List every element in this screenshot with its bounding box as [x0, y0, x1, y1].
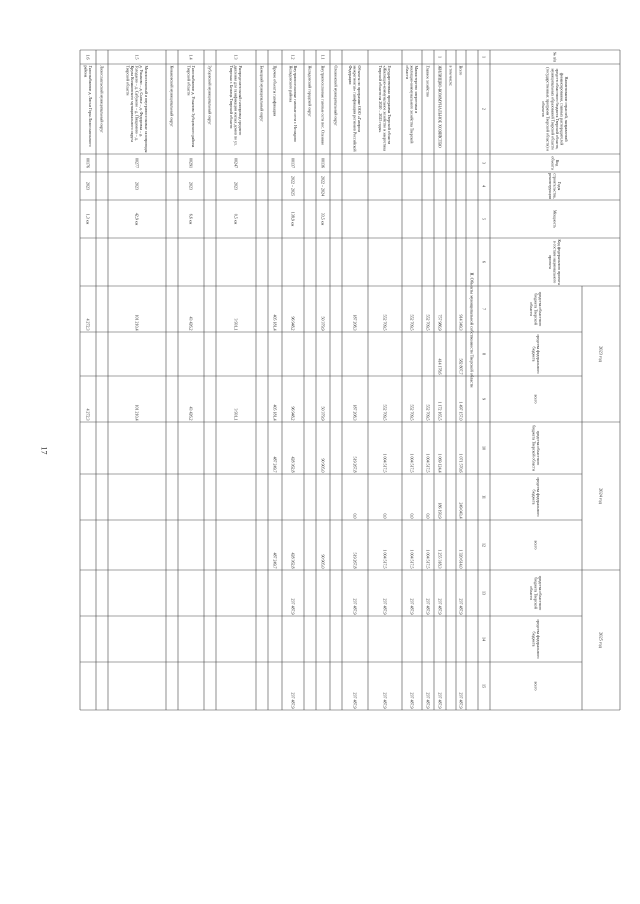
- row-name: Главное хозяйство: [425, 65, 431, 97]
- row-value: 101 210,4: [134, 404, 140, 421]
- row-value: 1 004 517,5: [425, 549, 431, 569]
- column-number: 9: [481, 398, 487, 400]
- header-sub_federal: средства федеральногобюджета: [531, 477, 541, 517]
- row-name: Объекты по программе ООО «Газпроммежрегионгаз» газификации регионов РоссийскойФедерации: [348, 65, 363, 152]
- header-year-2025: 2025 год: [598, 632, 604, 648]
- row-value: 1 069 124,4: [437, 453, 443, 473]
- row-years: 2023: [85, 182, 91, 190]
- row-value: 0,0: [425, 513, 431, 519]
- row-value: 487 249,7: [272, 456, 278, 473]
- row-value: 4 272,3: [85, 318, 91, 331]
- row-number: 1.2: [290, 54, 296, 60]
- row-years: 2023: [233, 182, 239, 190]
- row-code: 00247: [233, 158, 239, 168]
- header-col_name: Наименование отраслей, направленийфинансирования, главных распорядителейсредств областного бюджета Тверской области,муниципальных образований Тверской области(государственных программ Тверской области) иобъектов: [541, 67, 570, 151]
- row-value: 552 709,5: [382, 404, 388, 421]
- header-sub_regional: средства областногобюджета Тверскойобласти: [529, 291, 544, 327]
- row-name: ЖИЛИЩНО-КОММУНАЛЬНОЕ ХОЗЯЙСТВО: [437, 65, 443, 148]
- column-number: 13: [481, 591, 487, 595]
- row-value: 237 487,9: [425, 692, 431, 709]
- row-value: 187 208,3: [352, 404, 358, 421]
- row-name: Распределительный газопровод среднегодавления для газификации жилых домов по ул.Тверская г. Бежецк Тверской области: [229, 65, 244, 146]
- row-value: 414 178,6: [437, 358, 443, 375]
- page-number: 17: [39, 446, 49, 455]
- row-name: Газоснабжение д. Лисьи Горы Лихославльскогорайона: [83, 65, 93, 147]
- header-col_years: Годыстроительства,реконструкции: [548, 173, 563, 199]
- row-value: 1 004 517,5: [382, 549, 388, 569]
- row-value: 1 004 517,5: [382, 453, 388, 473]
- row-value: 0,0: [382, 513, 388, 519]
- row-code: 00136: [320, 158, 326, 168]
- row-name: Газоснабжение д. Ульяново Зубцовского районаТверской области: [186, 65, 196, 148]
- row-value: 3 931,1: [233, 318, 239, 331]
- row-number: 1.5: [134, 54, 140, 60]
- row-years: 2023: [188, 182, 194, 190]
- header-sub_federal: средства федеральногобюджета: [531, 334, 541, 374]
- section-title: II. Объекты муниципальной собственности Тверской области: [469, 272, 475, 388]
- row-value: 1 497 157,0: [458, 401, 464, 421]
- header-year-2024: 2024 год: [598, 488, 604, 504]
- row-value: 519 267,8: [352, 552, 358, 569]
- row-name: Внутрипоселковые газовые сети пос. Оленино: [320, 65, 326, 146]
- row-value: 90 905,0: [320, 458, 326, 473]
- row-value: 0,0: [352, 513, 358, 519]
- row-capacity: 1,3 км: [85, 213, 91, 225]
- column-number: 11: [481, 495, 487, 499]
- row-capacity: 33,5 км: [320, 212, 326, 226]
- row-number: 1: [437, 56, 443, 58]
- row-name: Всего: [458, 65, 464, 76]
- row-value: 96 948,2: [290, 316, 296, 331]
- row-code: 00137: [290, 158, 296, 168]
- column-number: 5: [481, 218, 487, 220]
- row-value: 101 210,4: [134, 314, 140, 331]
- row-name: Внутрипоселковые газовые сети г. НелидовоНелидовского района: [288, 65, 298, 142]
- row-value: 186 193,9: [437, 502, 443, 519]
- row-value: 428 362,8: [290, 552, 296, 569]
- rotated-table-group: [80, 50, 620, 710]
- row-value: 487 249,7: [272, 552, 278, 569]
- column-number: 15: [481, 684, 487, 688]
- row-value: 237 487,9: [458, 598, 464, 615]
- row-value: 552 709,5: [409, 314, 415, 331]
- row-value: 4 272,3: [85, 408, 91, 421]
- row-value: 552 709,5: [425, 314, 431, 331]
- column-number: 2: [481, 108, 487, 110]
- row-value: 914 349,3: [458, 314, 464, 331]
- row-name: Бежецкий муниципальный округ: [259, 65, 265, 122]
- row-name: Государственная программа Тверской области«Жилищно-коммунальное хозяйство и энергетикаТверской области на 2020 – 2025 годы»: [378, 65, 393, 151]
- row-number: 1.4: [188, 54, 194, 60]
- row-years: 2023: [134, 182, 140, 190]
- row-value: 237 487,9: [382, 598, 388, 615]
- row-value: 249 043,4: [458, 502, 464, 519]
- row-value: 552 709,5: [425, 404, 431, 421]
- row-value: 552 709,5: [409, 404, 415, 421]
- row-value: 405 181,4: [272, 314, 278, 331]
- column-number: 7: [481, 308, 487, 310]
- row-value: 757 986,9: [437, 314, 443, 331]
- header-sub_federal: средства федеральногобюджета: [531, 619, 541, 659]
- row-number: 1.6: [85, 54, 91, 60]
- row-value: 50 379,9: [320, 406, 326, 421]
- row-capacity: 0,5 км: [233, 213, 239, 225]
- header-sub_regional: средства областногобюджета Тверскойобласти: [529, 575, 544, 611]
- row-value: 405 181,4: [272, 404, 278, 421]
- row-value: 519 267,8: [352, 456, 358, 473]
- header-col_num: № п/п: [552, 51, 558, 63]
- row-name: Нелидовский городской округ: [307, 65, 313, 117]
- row-value: 1 004 517,5: [425, 453, 431, 473]
- column-number: 8: [481, 353, 487, 355]
- row-value: 237 487,9: [409, 598, 415, 615]
- header-sub_regional: средства областногобюджета Тверской области: [531, 425, 541, 471]
- row-value: 0,0: [409, 513, 415, 519]
- row-name: Прочие объекты газификации: [272, 65, 278, 117]
- column-number: 1: [481, 56, 487, 58]
- row-value: 3 931,1: [233, 408, 239, 421]
- row-value: 1 172 165,5: [437, 401, 443, 421]
- row-name: Лихославльский муниципальный округ: [99, 65, 105, 133]
- row-number: 1.1: [320, 54, 326, 60]
- row-value: 187 208,3: [352, 314, 358, 331]
- row-name: Оленинский муниципальный округ: [333, 65, 339, 126]
- row-value: 237 487,9: [437, 692, 443, 709]
- header-col_code: Кодобъекта: [550, 156, 560, 170]
- column-number: 14: [481, 637, 487, 641]
- row-name: Конаковский муниципальный округ: [169, 65, 175, 127]
- header-col_capacity: Мощность: [552, 209, 558, 229]
- row-name: Межпоселковый и внутрипоселковые газопроводыд. Ушаково – д. Сыпье – д. Федоровка – д.Голодаево – д. Сабуново – д. Пищимово – д.Крупа Конаковского муниципального округаТверской области: [125, 65, 149, 153]
- row-value: 96 948,2: [290, 406, 296, 421]
- row-value: 237 487,9: [382, 692, 388, 709]
- row-years: 2022 – 2024: [320, 176, 326, 196]
- column-number: 4: [481, 185, 487, 187]
- row-value: 237 487,9: [352, 692, 358, 709]
- column-number: 3: [481, 162, 487, 164]
- row-value: 552 709,5: [382, 314, 388, 331]
- row-value: 237 487,9: [409, 692, 415, 709]
- row-value: 582 807,7: [458, 358, 464, 375]
- row-value: 237 487,9: [458, 692, 464, 709]
- column-number: 12: [481, 543, 487, 547]
- row-number: 1.3: [233, 54, 239, 60]
- column-number: 6: [481, 261, 487, 263]
- row-name: Министерство энергетики ижилищно-коммунального хозяйства Тверскойобласти: [405, 65, 420, 144]
- row-value: 1 255 318,3: [437, 549, 443, 569]
- row-code: 00291: [188, 158, 194, 168]
- row-name: в том числе:: [448, 65, 454, 87]
- row-value: 1 004 517,5: [409, 549, 415, 569]
- row-value: 50 379,9: [320, 316, 326, 331]
- row-value: 237 487,9: [437, 598, 443, 615]
- row-value: 90 905,0: [320, 554, 326, 569]
- row-capacity: 42,9 км: [134, 212, 140, 226]
- row-value: 43 426,2: [188, 316, 194, 331]
- header-sub_total: всего: [533, 540, 539, 550]
- row-code: 00176: [85, 158, 91, 168]
- row-value: 1 071 570,6: [458, 453, 464, 473]
- row-code: 00277: [134, 158, 140, 168]
- column-number: 10: [481, 446, 487, 450]
- row-capacity: 6,6 км: [188, 213, 194, 225]
- row-value: 428 362,8: [290, 456, 296, 473]
- header-sub_total: всего: [533, 394, 539, 404]
- row-name: Зубцовский муниципальный округ: [207, 65, 213, 125]
- row-value: 237 487,9: [290, 598, 296, 615]
- header-sub_total: всего: [533, 681, 539, 691]
- row-value: 1 004 517,5: [409, 453, 415, 473]
- row-capacity: 138,9 км: [290, 211, 296, 227]
- row-value: 1 320 614,0: [458, 549, 464, 569]
- row-years: 2022 – 2025: [290, 176, 296, 196]
- header-col_fed_code: Код федерального проектав составе национальногопроекта: [548, 239, 563, 285]
- row-value: 237 487,9: [290, 692, 296, 709]
- header-year-2023: 2023 год: [598, 346, 604, 362]
- row-value: 237 487,9: [352, 598, 358, 615]
- row-value: 43 426,2: [188, 406, 194, 421]
- row-value: 237 487,9: [425, 598, 431, 615]
